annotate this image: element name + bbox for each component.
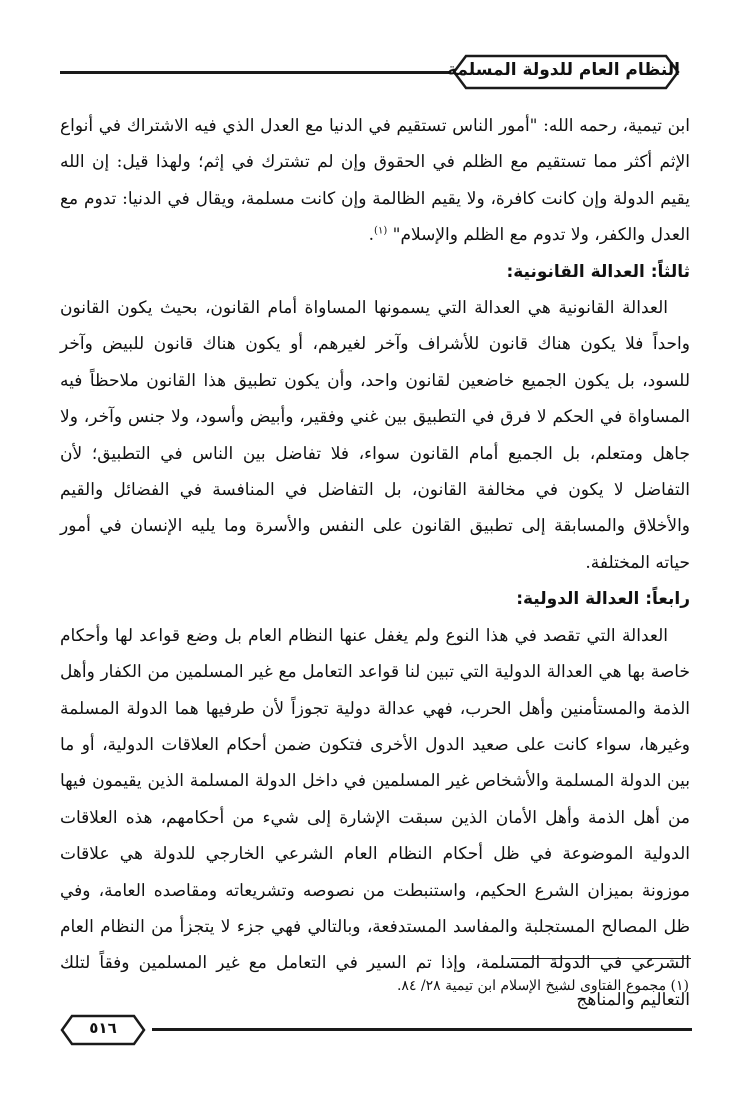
intro-quote: ابن تيمية، رحمه الله: "أمور الناس تستقيم في الدنيا مع العدل الذي فيه الاشتراك في أنواع الإثم أكثر مما تستقيم مع الظلم في الحقوق وإن لم تشترك في إثم؛ ولهذا قيل: إن الله يقيم الدولة وإن كانت كافرة، ولا يقيم الظالمة وإن كانت مسلمة، ويقال في الدنيا: تدوم مع العدل والكفر، ولا تدوم مع الظلم والإسلام" (60, 116, 690, 246)
header-rule (60, 71, 450, 74)
running-header (60, 46, 680, 96)
page-footer (60, 1014, 692, 1054)
intro-end: . (368, 225, 375, 246)
paragraph-international-justice: العدالة التي تقصد في هذا النوع ولم يغفل عنها النظام العام بل وضع قواعد لها وأحكام خاصة بها هي العدالة الدولية التي تبين لنا قواعد التعامل مع غير المسلمين من الكفار وأهل الذمة والمستأمنين وأهل الحرب، فهي عدالة دولية تجوزاً لأن طرفيها هما الدولة المسلمة وغيرها، سواء كانت على صعيد الدول الأخرى فتكون ضمن أحكام العلاقات الدولية، أو ما بين الدولة المسلمة والأشخاص غير المسلمين في داخل الدولة المسلمة الذين يقيمون فيها من أهل الذمة وأهل الأمان الذين سبقت الإشارة إلى شيء من أحكامهم، هذه العلاقات الدولية الموضوعة في ظل أحكام النظام العام الشرعي الخارجي للدولة هي علاقات موزونة بميزان الشرع الحكيم، واستنبطت من نصوصه وتشريعاته ومقاصده العامة، وفي ظل المصالح المستجلبة والمفاسد المستدفعة، وبالتالي فهي جزء لا يتجزأ من النظام العام الشرعي في الدولة المسلمة، وإذا تم السير في التعامل مع غير المسلمين وفقاً لتلك التعاليم والمناهج (60, 625, 690, 1010)
page-number-frame (60, 1014, 146, 1046)
section-heading-international-justice: رابعاً: العدالة الدولية: (516, 589, 690, 610)
section-heading-legal-justice: ثالثاً: العدالة القانونية: (506, 261, 690, 282)
footnote-separator (511, 958, 691, 959)
footnote-1: (١) مجموع الفتاوى لشيخ الإسلام ابن تيمية ٢٨/ ٨٤. (396, 978, 689, 994)
paragraph-legal-justice: العدالة القانونية هي العدالة التي يسمونها المساواة أمام القانون، بحيث يكون القانون واحداً فلا يكون هناك قانون للأشراف وآخر لغيرهم، أو يكون هناك قانون للبيض وآخر للسود، بل يكون الجميع خاضعين لقانون واحد، وأن يكون تطبيق هذا القانون ملاحظاً فيه المساواة في الحكم لا فرق في التطبيق بين غني وفقير، وأبيض وأسود، ولا جنس وآخر، ولا جاهل ومتعلم، بل الجميع أمام القانون سواء، فلا تفاضل بين الناس في التطبيق؛ لأن التفاضل لا يكون في مخالفة القانون، بل التفاضل في المنافسة في الفضائل والقيم والأخلاق والمسابقة إلى تطبيق القانون على النفس والأسرة وما يليه الإنسان في أمور حياته المختلفة. (60, 298, 690, 573)
page-number: ٥١٦ (89, 1019, 117, 1037)
header-title-frame (447, 54, 680, 90)
footnote-reference[interactable]: (١) (374, 225, 388, 237)
footer-rule (152, 1028, 692, 1031)
main-text (60, 108, 690, 1018)
running-title: النظام العام للدولة المسلمة (447, 60, 680, 80)
intro-paragraph (60, 108, 690, 254)
